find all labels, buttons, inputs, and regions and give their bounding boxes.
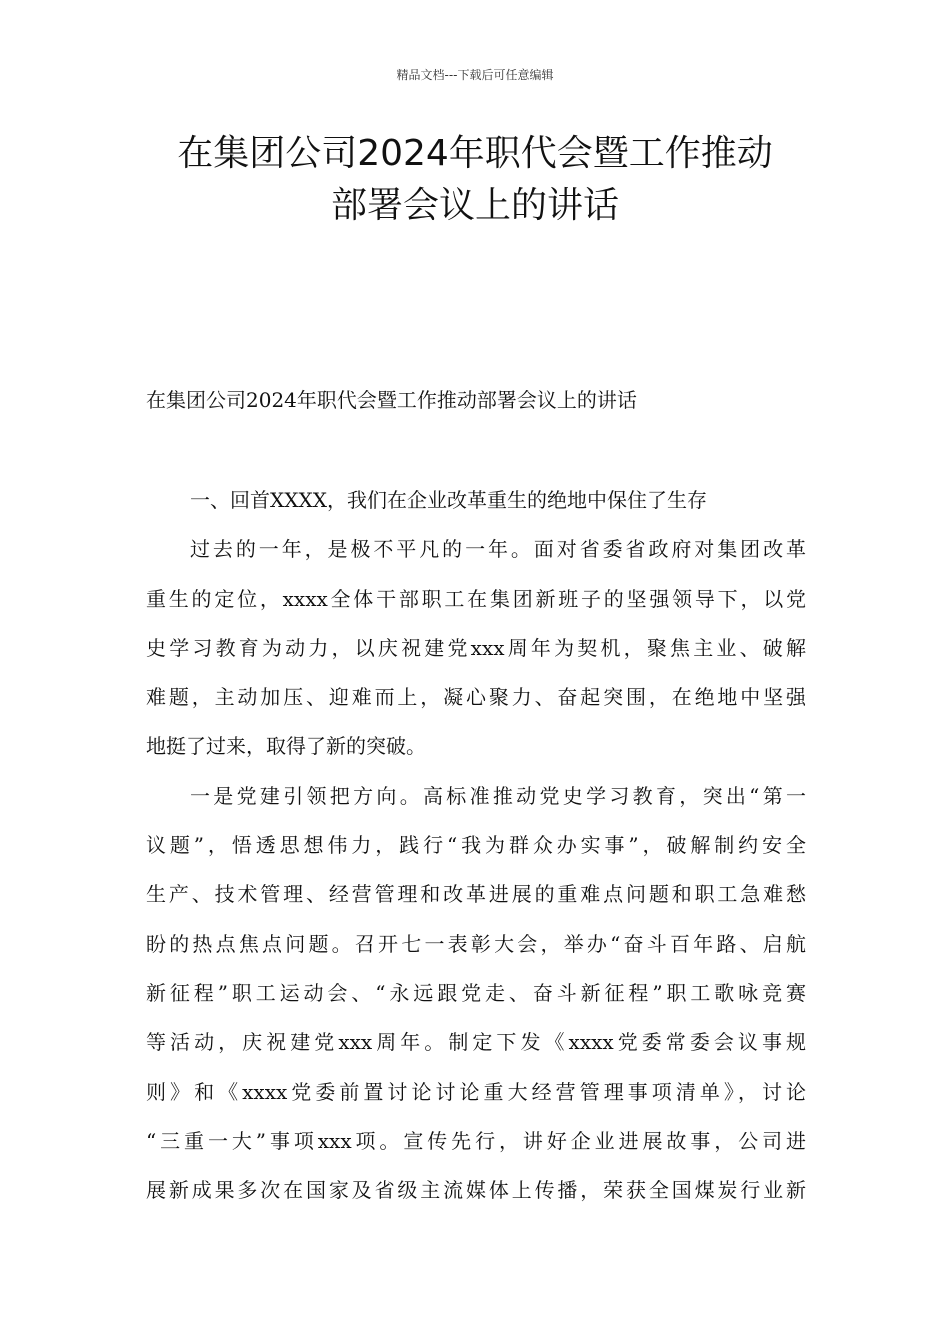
paragraph-line: 史学习教育为动力，以庆祝建党xxx周年为契机，聚焦主业、破解 <box>146 635 806 660</box>
paragraph-line: 等活动，庆祝建党xxx周年。制定下发《xxxx党委常委会议事规 <box>146 1030 806 1055</box>
document-title-line-1: 在集团公司2024年职代会暨工作推动 <box>177 133 773 174</box>
document-title <box>100 128 850 232</box>
section-heading: 一、回首XXXX，我们在企业改革重生的绝地中保住了生存 <box>190 488 707 512</box>
body-text <box>146 482 806 1221</box>
paragraph-line: 生产、技术管理、经营管理和改革进展的重难点问题和职工急难愁 <box>146 882 806 907</box>
document-subtitle: 在集团公司2024年职代会暨工作推动部署会议上的讲话 <box>146 388 637 412</box>
paragraph-line: 展新成果多次在国家及省级主流媒体上传播，荣获全国煤炭行业新 <box>146 1178 806 1203</box>
paragraph-line: 过去的一年，是极不平凡的一年。面对省委省政府对集团改革 <box>190 537 806 562</box>
header-note: 精品文档---下载后可任意编辑 <box>396 68 554 82</box>
paragraph-line: 地挺了过来，取得了新的突破。 <box>146 734 426 759</box>
paragraph-line: “三重一大”事项xxx项。宣传先行，讲好企业进展故事，公司进 <box>146 1128 806 1153</box>
paragraph-line: 一是党建引领把方向。高标准推动党史学习教育，突出“第一 <box>190 783 806 808</box>
paragraph-line: 难题，主动加压、迎难而上，凝心聚力、奋起突围，在绝地中坚强 <box>146 685 806 710</box>
paragraph-line: 盼的热点焦点问题。召开七一表彰大会，举办“奋斗百年路、启航 <box>146 931 806 956</box>
paragraph-line: 重生的定位，xxxx全体干部职工在集团新班子的坚强领导下，以党 <box>146 586 806 611</box>
paragraph-line: 则》和《xxxx党委前置讨论讨论重大经营管理事项清单》，讨论 <box>146 1079 806 1104</box>
paragraph-line: 议题”，悟透思想伟力，践行“我为群众办实事”，破解制约安全 <box>146 833 806 858</box>
document-title-line-2: 部署会议上的讲话 <box>330 185 619 226</box>
paragraph-line: 新征程”职工运动会、“永远跟党走、奋斗新征程”职工歌咏竞赛 <box>146 980 806 1005</box>
